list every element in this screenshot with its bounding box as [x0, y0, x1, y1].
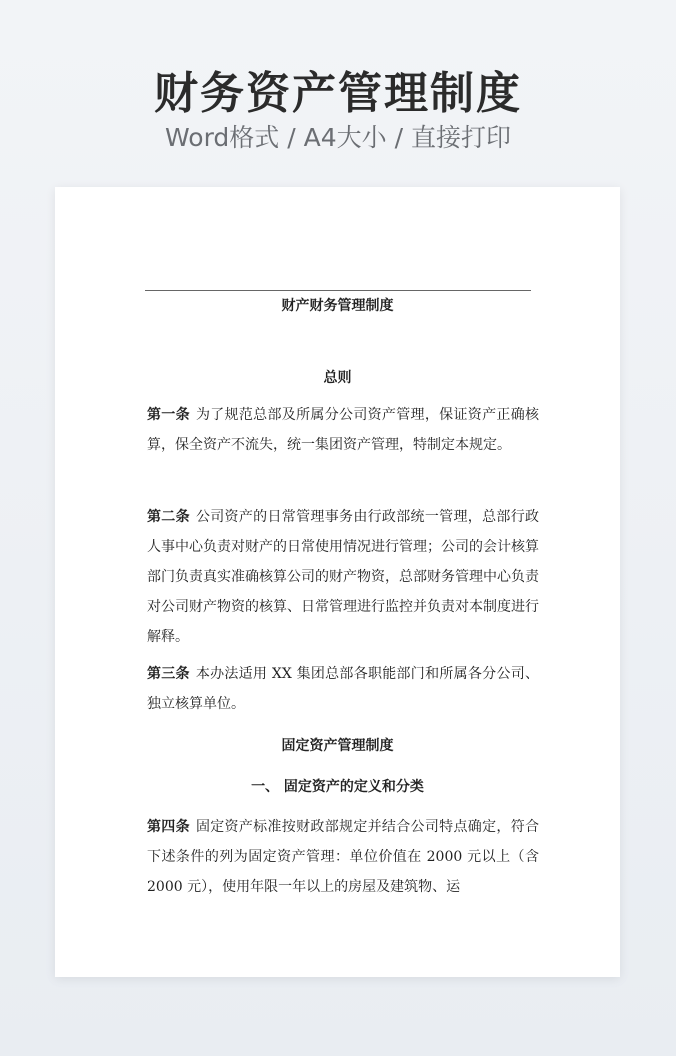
- article-3: [147, 659, 539, 719]
- article-text: 公司资产的日常管理事务由行政部统一管理，总部行政人事中心负责对财产的日常使用情况进行管理；公司的会计核算部门负责真实准确核算公司的财产物资，总部财务管理中心负责对公司财产物资的核算、日常管理进行监控并负责对本制度进行解释。: [147, 509, 540, 645]
- section-heading-fixed-assets: 固定资产管理制度: [281, 738, 394, 754]
- article-label: 第二条: [147, 509, 190, 525]
- section-heading-general: 总则: [323, 370, 352, 386]
- article-text: 本办法适用 XX 集团总部各职能部门和所属各分公司、独立核算单位。: [147, 666, 539, 712]
- subheading-definition: 一、 固定资产的定义和分类: [251, 779, 424, 795]
- article-1: [147, 400, 539, 460]
- article-label: 第一条: [147, 407, 190, 423]
- article-4: [147, 812, 539, 902]
- document-page: [55, 187, 620, 977]
- banner-title: 财务资产管理制度: [154, 68, 522, 119]
- banner-subtitle: Word格式 / A4大小 / 直接打印: [165, 123, 511, 152]
- article-label: 第三条: [147, 666, 190, 682]
- article-text: 为了规范总部及所属分公司资产管理，保证资产正确核算，保全资产不流失，统一集团资产管理，特制定本规定。: [147, 407, 540, 453]
- article-text: 固定资产标准按财政部规定并结合公司特点确定，符合下述条件的列为固定资产管理：单位价值在 2000 元以上（含 2000 元），使用年限一年以上的房屋及建筑物、运: [147, 819, 540, 895]
- article-2: [147, 502, 539, 652]
- article-label: 第四条: [147, 819, 190, 835]
- document-title: 财产财务管理制度: [281, 298, 394, 314]
- header-rule: [145, 290, 531, 291]
